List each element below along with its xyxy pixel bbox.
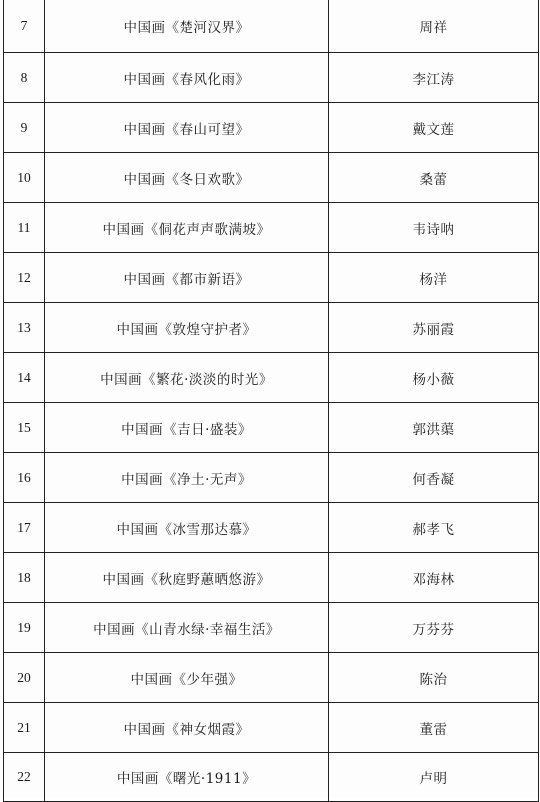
row-number: 8 [4, 53, 45, 103]
artwork-title: 中国画《冰雪那达慕》 [45, 503, 329, 553]
table-row [4, 0, 539, 53]
artist-name: 杨小薇 [329, 353, 539, 403]
artwork-title: 中国画《少年强》 [45, 653, 329, 703]
row-number: 19 [4, 603, 45, 653]
artist-name: 杨洋 [329, 253, 539, 303]
row-number: 12 [4, 253, 45, 303]
row-number: 14 [4, 353, 45, 403]
table-row [4, 203, 539, 253]
artist-name: 郝孝飞 [329, 503, 539, 553]
artwork-title: 中国画《山青水绿·幸福生活》 [45, 603, 329, 653]
row-number: 15 [4, 403, 45, 453]
row-number: 20 [4, 653, 45, 703]
artwork-title: 中国画《楚河汉界》 [45, 0, 329, 53]
table-row [4, 753, 539, 802]
artist-name: 郭洪蕖 [329, 403, 539, 453]
row-number: 10 [4, 153, 45, 203]
row-number: 22 [4, 753, 45, 802]
row-number: 9 [4, 103, 45, 153]
artist-name: 苏丽霞 [329, 303, 539, 353]
artwork-title: 中国画《秋庭野蕙晒悠游》 [45, 553, 329, 603]
artwork-table [3, 0, 539, 802]
artist-name: 卢明 [329, 753, 539, 802]
row-number: 7 [4, 0, 45, 53]
table-row [4, 53, 539, 103]
artwork-title: 中国画《都市新语》 [45, 253, 329, 303]
artist-name: 周祥 [329, 0, 539, 53]
artist-name: 陈治 [329, 653, 539, 703]
table-row [4, 453, 539, 503]
artist-name: 韦诗呐 [329, 203, 539, 253]
table-row [4, 503, 539, 553]
artwork-title: 中国画《敦煌守护者》 [45, 303, 329, 353]
artwork-title: 中国画《繁花·淡淡的时光》 [45, 353, 329, 403]
artwork-title: 中国画《侗花声声歌满坡》 [45, 203, 329, 253]
artwork-title: 中国画《吉日·盛装》 [45, 403, 329, 453]
table-row [4, 303, 539, 353]
table-row [4, 403, 539, 453]
artwork-title: 中国画《春风化雨》 [45, 53, 329, 103]
row-number: 11 [4, 203, 45, 253]
artwork-title: 中国画《春山可望》 [45, 103, 329, 153]
artwork-table-body [4, 0, 539, 802]
row-number: 16 [4, 453, 45, 503]
artist-name: 邓海林 [329, 553, 539, 603]
artist-name: 李江涛 [329, 53, 539, 103]
artwork-title: 中国画《神女烟霞》 [45, 703, 329, 753]
artist-name: 万芬芬 [329, 603, 539, 653]
row-number: 18 [4, 553, 45, 603]
artist-name: 董雷 [329, 703, 539, 753]
table-row [4, 253, 539, 303]
table-row [4, 553, 539, 603]
artwork-title: 中国画《曙光·1911》 [45, 753, 329, 802]
table-row [4, 153, 539, 203]
row-number: 17 [4, 503, 45, 553]
table-row [4, 703, 539, 753]
table-row [4, 353, 539, 403]
artist-name: 何香凝 [329, 453, 539, 503]
artwork-title: 中国画《净土·无声》 [45, 453, 329, 503]
row-number: 13 [4, 303, 45, 353]
artist-name: 桑蕾 [329, 153, 539, 203]
table-row [4, 603, 539, 653]
artist-name: 戴文莲 [329, 103, 539, 153]
row-number: 21 [4, 703, 45, 753]
table-row [4, 103, 539, 153]
artwork-title: 中国画《冬日欢歌》 [45, 153, 329, 203]
table-row [4, 653, 539, 703]
